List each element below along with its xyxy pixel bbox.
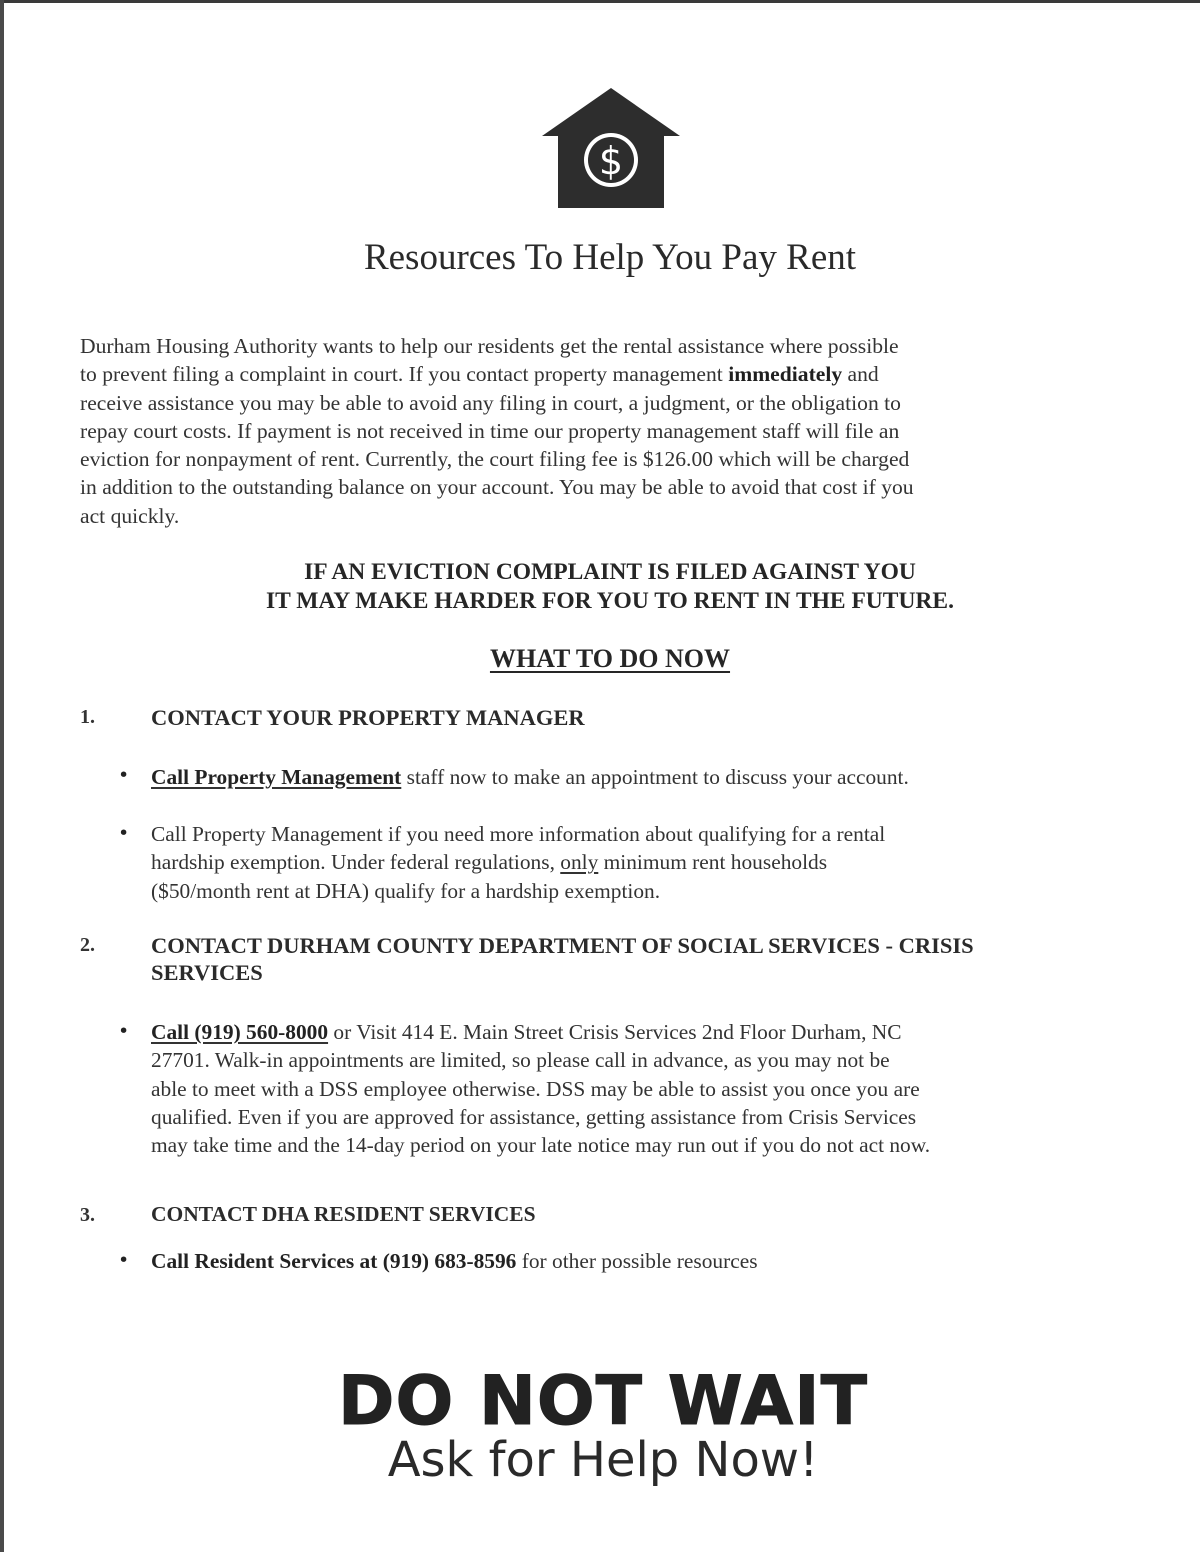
step-title: CONTACT DHA RESIDENT SERVICES [151, 1202, 536, 1226]
list-item [151, 1247, 1171, 1275]
page-top-border [0, 0, 1200, 3]
intro-line: repay court costs. If payment is not received in time our property management staff will file an [80, 418, 900, 443]
intro-line: act quickly. [80, 503, 180, 528]
warning-line: IF AN EVICTION COMPLAINT IS FILED AGAINST YOU [304, 559, 916, 585]
bullet-icon: • [118, 1249, 130, 1271]
item-text: hardship exemption. Under federal regulations, [151, 850, 561, 875]
step-title-line: SERVICES [151, 960, 263, 985]
list-item [151, 763, 1171, 791]
item-line: Call Property Management if you need more information about qualifying for a rental [151, 822, 886, 846]
item-line: qualified. Even if you are approved for assistance, getting assistance from Crisis Services [151, 1104, 917, 1129]
step-title: CONTACT YOUR PROPERTY MANAGER [151, 705, 585, 730]
intro-text: and [842, 362, 879, 387]
do-not-wait-headline: DO NOT WAIT [338, 1362, 868, 1441]
intro-line [80, 360, 1150, 388]
list-item [151, 1018, 1171, 1159]
ask-for-help-subline: Ask for Help Now! [387, 1432, 819, 1488]
item-line: 27701. Walk-in appointments are limited, so please call in advance, as you may not be [151, 1048, 890, 1073]
intro-text: to prevent filing a complaint in court. If you contact property management [80, 362, 729, 387]
section-heading: WHAT TO DO NOW [489, 644, 731, 673]
list-item [151, 820, 1171, 905]
step-title [151, 932, 1161, 986]
item-text: minimum rent households [598, 850, 828, 875]
eviction-warning [0, 558, 1200, 615]
item-emphasis: only [560, 850, 599, 875]
page-left-border [0, 0, 4, 1552]
item-text: for other possible resources [516, 1249, 758, 1273]
intro-line: Durham Housing Authority wants to help our residents get the rental assistance where possible [80, 334, 899, 358]
bullet-icon: • [118, 822, 130, 844]
warning-line: IT MAY MAKE HARDER FOR YOU TO RENT IN THE FUTURE. [266, 587, 954, 614]
bullet-icon: • [118, 764, 130, 786]
call-dss-phone-link[interactable]: Call (919) 560-8000 [151, 1020, 329, 1044]
dollar-symbol: $ [598, 139, 624, 183]
resident-services-phone: Call Resident Services at (919) 683-8596 [151, 1249, 517, 1273]
step-title-line: CONTACT DURHAM COUNTY DEPARTMENT OF SOCIAL SERVICES - CRISIS [151, 933, 974, 958]
house-dollar-icon [540, 86, 682, 210]
intro-emphasis: immediately [728, 362, 843, 387]
step-number: 1. [80, 706, 95, 728]
item-text: or Visit 414 E. Main Street Crisis Services 2nd Floor Durham, NC [328, 1020, 902, 1044]
intro-paragraph [80, 332, 1150, 530]
item-text: staff now to make an appointment to discuss your account. [401, 765, 909, 789]
call-property-management-link[interactable]: Call Property Management [151, 765, 402, 789]
bullet-icon: • [118, 1020, 130, 1042]
item-line: ($50/month rent at DHA) qualify for a hardship exemption. [151, 878, 661, 903]
item-line [151, 848, 1171, 876]
intro-line: receive assistance you may be able to avoid any filing in court, a judgment, or the obligation to [80, 390, 901, 415]
item-line: may take time and the 14-day period on your late notice may run out if you do not act now. [151, 1133, 931, 1158]
step-number: 2. [80, 934, 95, 956]
page-title: Resources To Help You Pay Rent [363, 237, 857, 278]
intro-line: in addition to the outstanding balance on your account. You may be able to avoid that cost if you [80, 475, 914, 500]
item-line: able to meet with a DSS employee otherwise. DSS may be able to assist you once you are [151, 1076, 920, 1101]
step-number: 3. [80, 1204, 95, 1226]
intro-line: eviction for nonpayment of rent. Currently, the court filing fee is $126.00 which will be charged [80, 447, 910, 472]
